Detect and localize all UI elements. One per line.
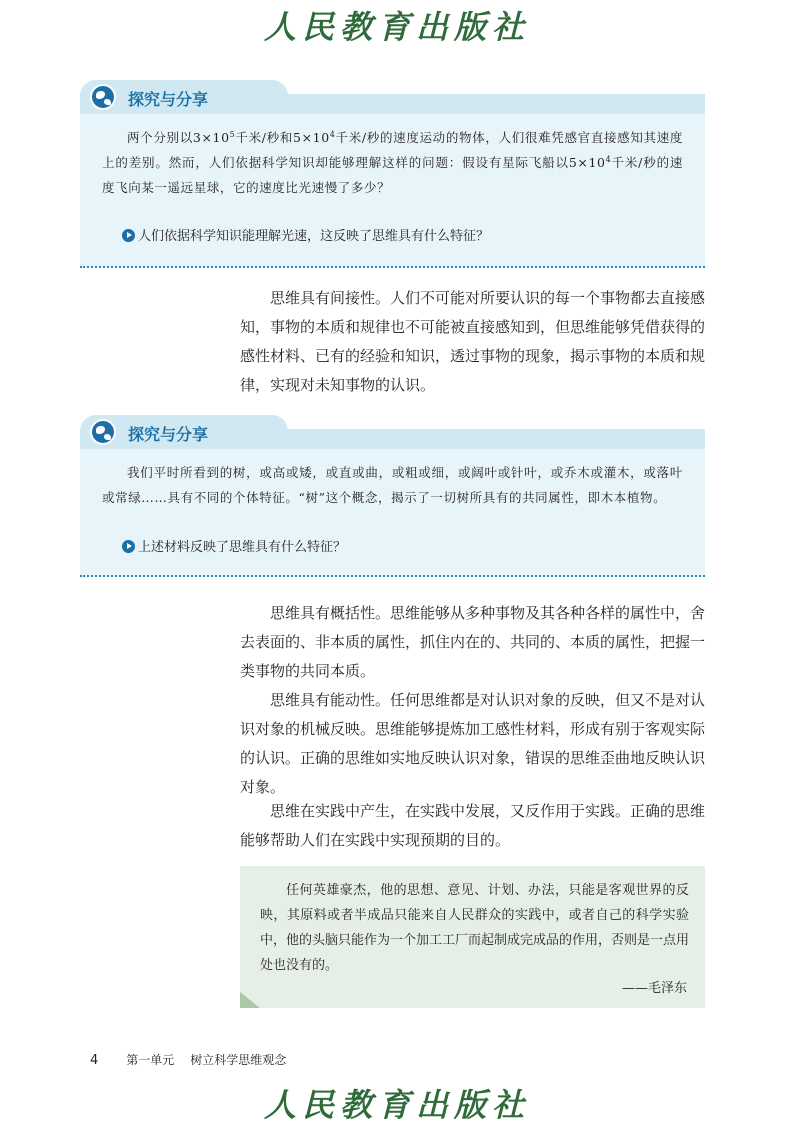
publisher-logo-bottom: 人民教育出版社: [263, 1086, 530, 1124]
footer-chapter: 树立科学思维观念: [190, 1053, 287, 1067]
page-footer: [90, 1051, 286, 1068]
footer-unit: 第一单元: [126, 1053, 175, 1067]
arrow-bullet-icon: [122, 540, 135, 553]
explore-box-question: [122, 225, 489, 244]
quote-author: ——毛泽东: [621, 981, 687, 996]
quote-corner-fold: [240, 992, 260, 1008]
globe-icon: [90, 419, 116, 445]
explore-box-title: 探究与分享: [128, 90, 209, 109]
explore-box-title: 探究与分享: [128, 425, 209, 444]
quote-text: 任何英雄豪杰，他的思想、意见、计划、办法，只能是客观世界的反映，其原料或者半成品只能来自人民群众的实践中，或者自己的科学实验中，他的头脑只能作为一个加工工厂而起制成完成品的作用，否则是一点用处也没有的。: [260, 883, 690, 973]
explore-box-paragraph: 我们平时所看到的树，或高或矮，或直或曲，或粗或细，或阔叶或针叶，或乔木或灌木，或落叶或常绿……具有不同的个体特征。“树”这个概念，揭示了一切树所具有的共同属性，即木本植物。: [102, 465, 683, 505]
explore-box-question: [122, 536, 346, 555]
dotted-divider: [80, 575, 705, 577]
body-paragraph-generality: 思维具有概括性。思维能够从多种事物及其各种各样的属性中，舍去表面的、非本质的属性，抓住内在的、共同的、本质的属性，把握一类事物的共同本质。: [240, 604, 706, 680]
explore-box-1: [80, 80, 705, 268]
explore-question-text: 上述材料反映了思维具有什么特征？: [138, 540, 347, 555]
explore-box-2: [80, 415, 705, 577]
dotted-divider: [80, 266, 705, 268]
body-paragraph-indirectness: 思维具有间接性。人们不可能对所要认识的每一个事物都去直接感知，事物的本质和规律也不可能被直接感知到，但思维能够凭借获得的感性材料、已有的经验和知识，透过事物的现象，揭示事物的本质和规律，实现对未知事物的认识。: [240, 289, 706, 394]
page-number: 4: [90, 1053, 99, 1068]
explore-question-text: 人们依据科学知识能理解光速，这反映了思维具有什么特征？: [138, 229, 490, 244]
globe-icon: [90, 84, 116, 110]
body-paragraph-initiative: 思维具有能动性。任何思维都是对认识对象的反映，但又不是对认识对象的机械反映。思维能够提炼加工感性材料，形成有别于客观实际的认识。正确的思维如实地反映认识对象，错误的思维歪曲地反映认识对象。: [240, 691, 706, 796]
body-paragraph-practice: 思维在实践中产生，在实践中发展，又反作用于实践。正确的思维能够帮助人们在实践中实现预期的目的。: [240, 802, 706, 849]
publisher-logo-top: 人民教育出版社: [263, 8, 530, 46]
explore-box-paragraph: 两个分别以$3\times 10^5$千米/秒和$5\times 10^4$千米/秒的速度运动的物体，人们很难凭感官直接感知其速度上的差别。然而，人们依据科学知识却能够理解这样的问题：假设有星际飞船以$5\times 10^4$千米/秒的速度飞向某一遥远星球，它的速度比光速慢了多少？: [102, 129, 684, 195]
arrow-bullet-icon: [122, 229, 135, 242]
quote-box: [240, 866, 705, 1008]
